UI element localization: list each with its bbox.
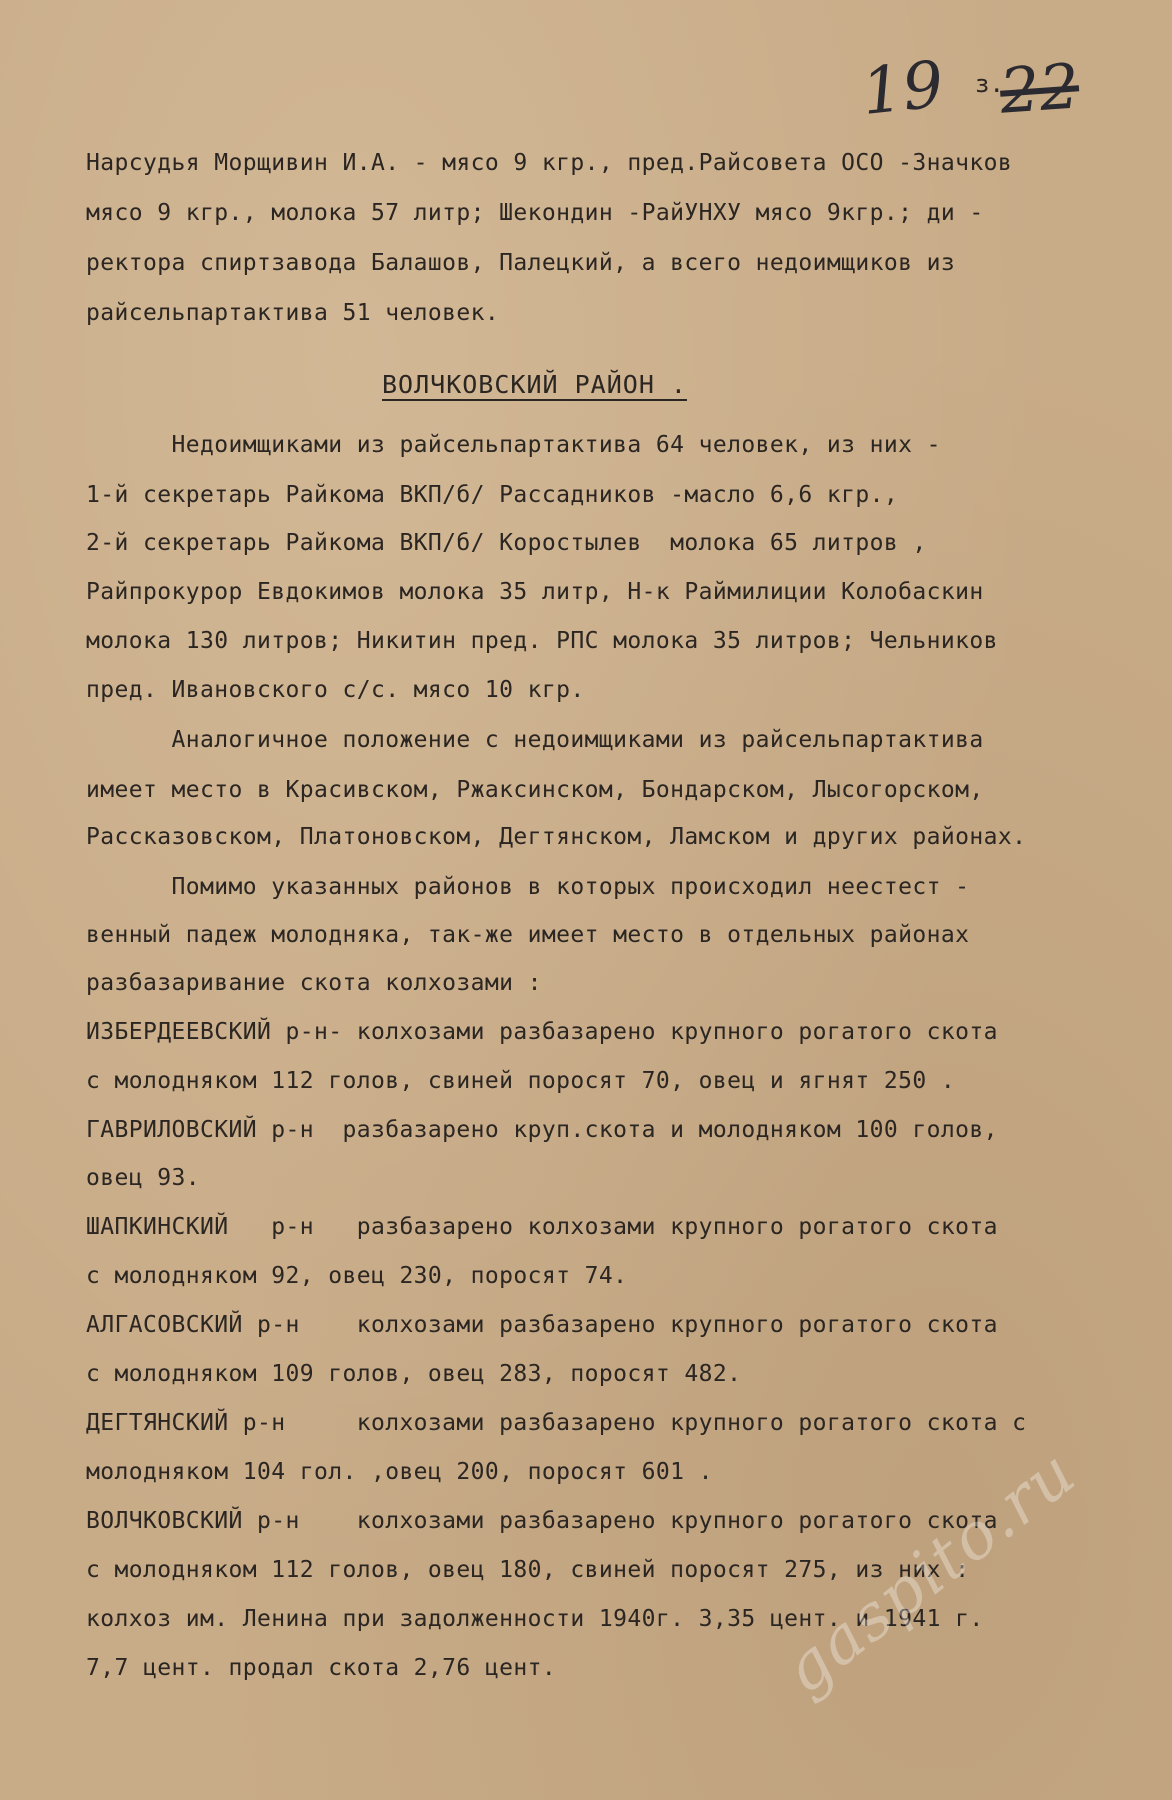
text-line: разбазаривание скота колхозами : [86,970,542,996]
district-line: ВОЛЧКОВСКИЙ р-н колхозами разбазарено крупного рогатого скота [86,1508,998,1534]
district-line: с молодняком 109 голов, овец 283, поросят 482. [86,1361,742,1387]
district-line: АЛГАСОВСКИЙ р-н колхозами разбазарено крупного рогатого скота [86,1312,998,1338]
text-line: Нарсудья Морщивин И.А. - мясо 9 кгр., пред.Райсовета ОСО -Значков [86,150,1013,176]
district-line: с молодняком 92, овец 230, поросят 74. [86,1263,628,1289]
district-line: ИЗБЕРДЕЕВСКИЙ р-н- колхозами разбазарено крупного рогатого скота [86,1019,998,1045]
district-line: молодняком 104 гол. ,овец 200, поросят 601 . [86,1459,713,1485]
text-line: пред. Ивановского с/с. мясо 10 кгр. [86,677,585,703]
text-line: Рассказовском, Платоновском, Дегтянском, Ламском и других районах. [86,824,1027,850]
text-line: молока 130 литров; Никитин пред. РПС молока 35 литров; Чельников [86,628,998,654]
handwritten-page-number: 19 [858,47,948,131]
text-line: мясо 9 кгр., молока 57 литр; Шекондин -РайУНХУ мясо 9кгр.; ди - [86,200,984,226]
text-line: имеет место в Красивском, Ржаксинском, Бондарском, Лысогорском, [86,777,984,803]
text-line: Помимо указанных районов в которых происходил неестест - [86,874,970,900]
text-line: ректора спиртзавода Балашов, Палецкий, а всего недоимщиков из [86,250,956,276]
district-line: с молодняком 112 голов, овец 180, свиней поросят 275, из них : [86,1557,970,1583]
text-line: Аналогичное положение с недоимщиками из райсельпартактива [86,727,984,753]
text-line: 1-й секретарь Райкома ВКП/б/ Рассадников -масло 6,6 кгр., [86,482,899,508]
text-line: венный падеж молодняка, так-же имеет место в отдельных районах [86,922,970,948]
text-line: райсельпартактива 51 человек. [86,300,500,326]
sheet-label: з. [975,70,1004,98]
district-line: овец 93. [86,1165,200,1191]
district-line: ШАПКИНСКИЙ р-н разбазарено колхозами крупного рогатого скота [86,1214,998,1240]
district-line: 7,7 цент. продал скота 2,76 цент. [86,1655,557,1681]
section-heading: ВОЛЧКОВСКИЙ РАЙОН . [382,370,687,399]
text-line: 2-й секретарь Райкома ВКП/б/ Коростылев молока 65 литров , [86,530,927,556]
district-line: с молодняком 112 голов, свиней поросят 70, овец и ягнят 250 . [86,1068,956,1094]
crossed-out-number: 22 [997,49,1082,128]
text-line: Недоимщиками из райсельпартактива 64 человек, из них - [86,432,941,458]
district-line: ДЕГТЯНСКИЙ р-н колхозами разбазарено крупного рогатого скота с [86,1410,1027,1436]
watermark: gaspito.ru [770,1435,1091,1709]
district-line: ГАВРИЛОВСКИЙ р-н разбазарено круп.скота и молодняком 100 голов, [86,1117,998,1143]
district-line: колхоз им. Ленина при задолженности 1940г. 3,35 цент. и 1941 г. [86,1606,984,1632]
text-line: Райпрокурор Евдокимов молока 35 литр, Н-к Раймилиции Колобаскин [86,579,984,605]
